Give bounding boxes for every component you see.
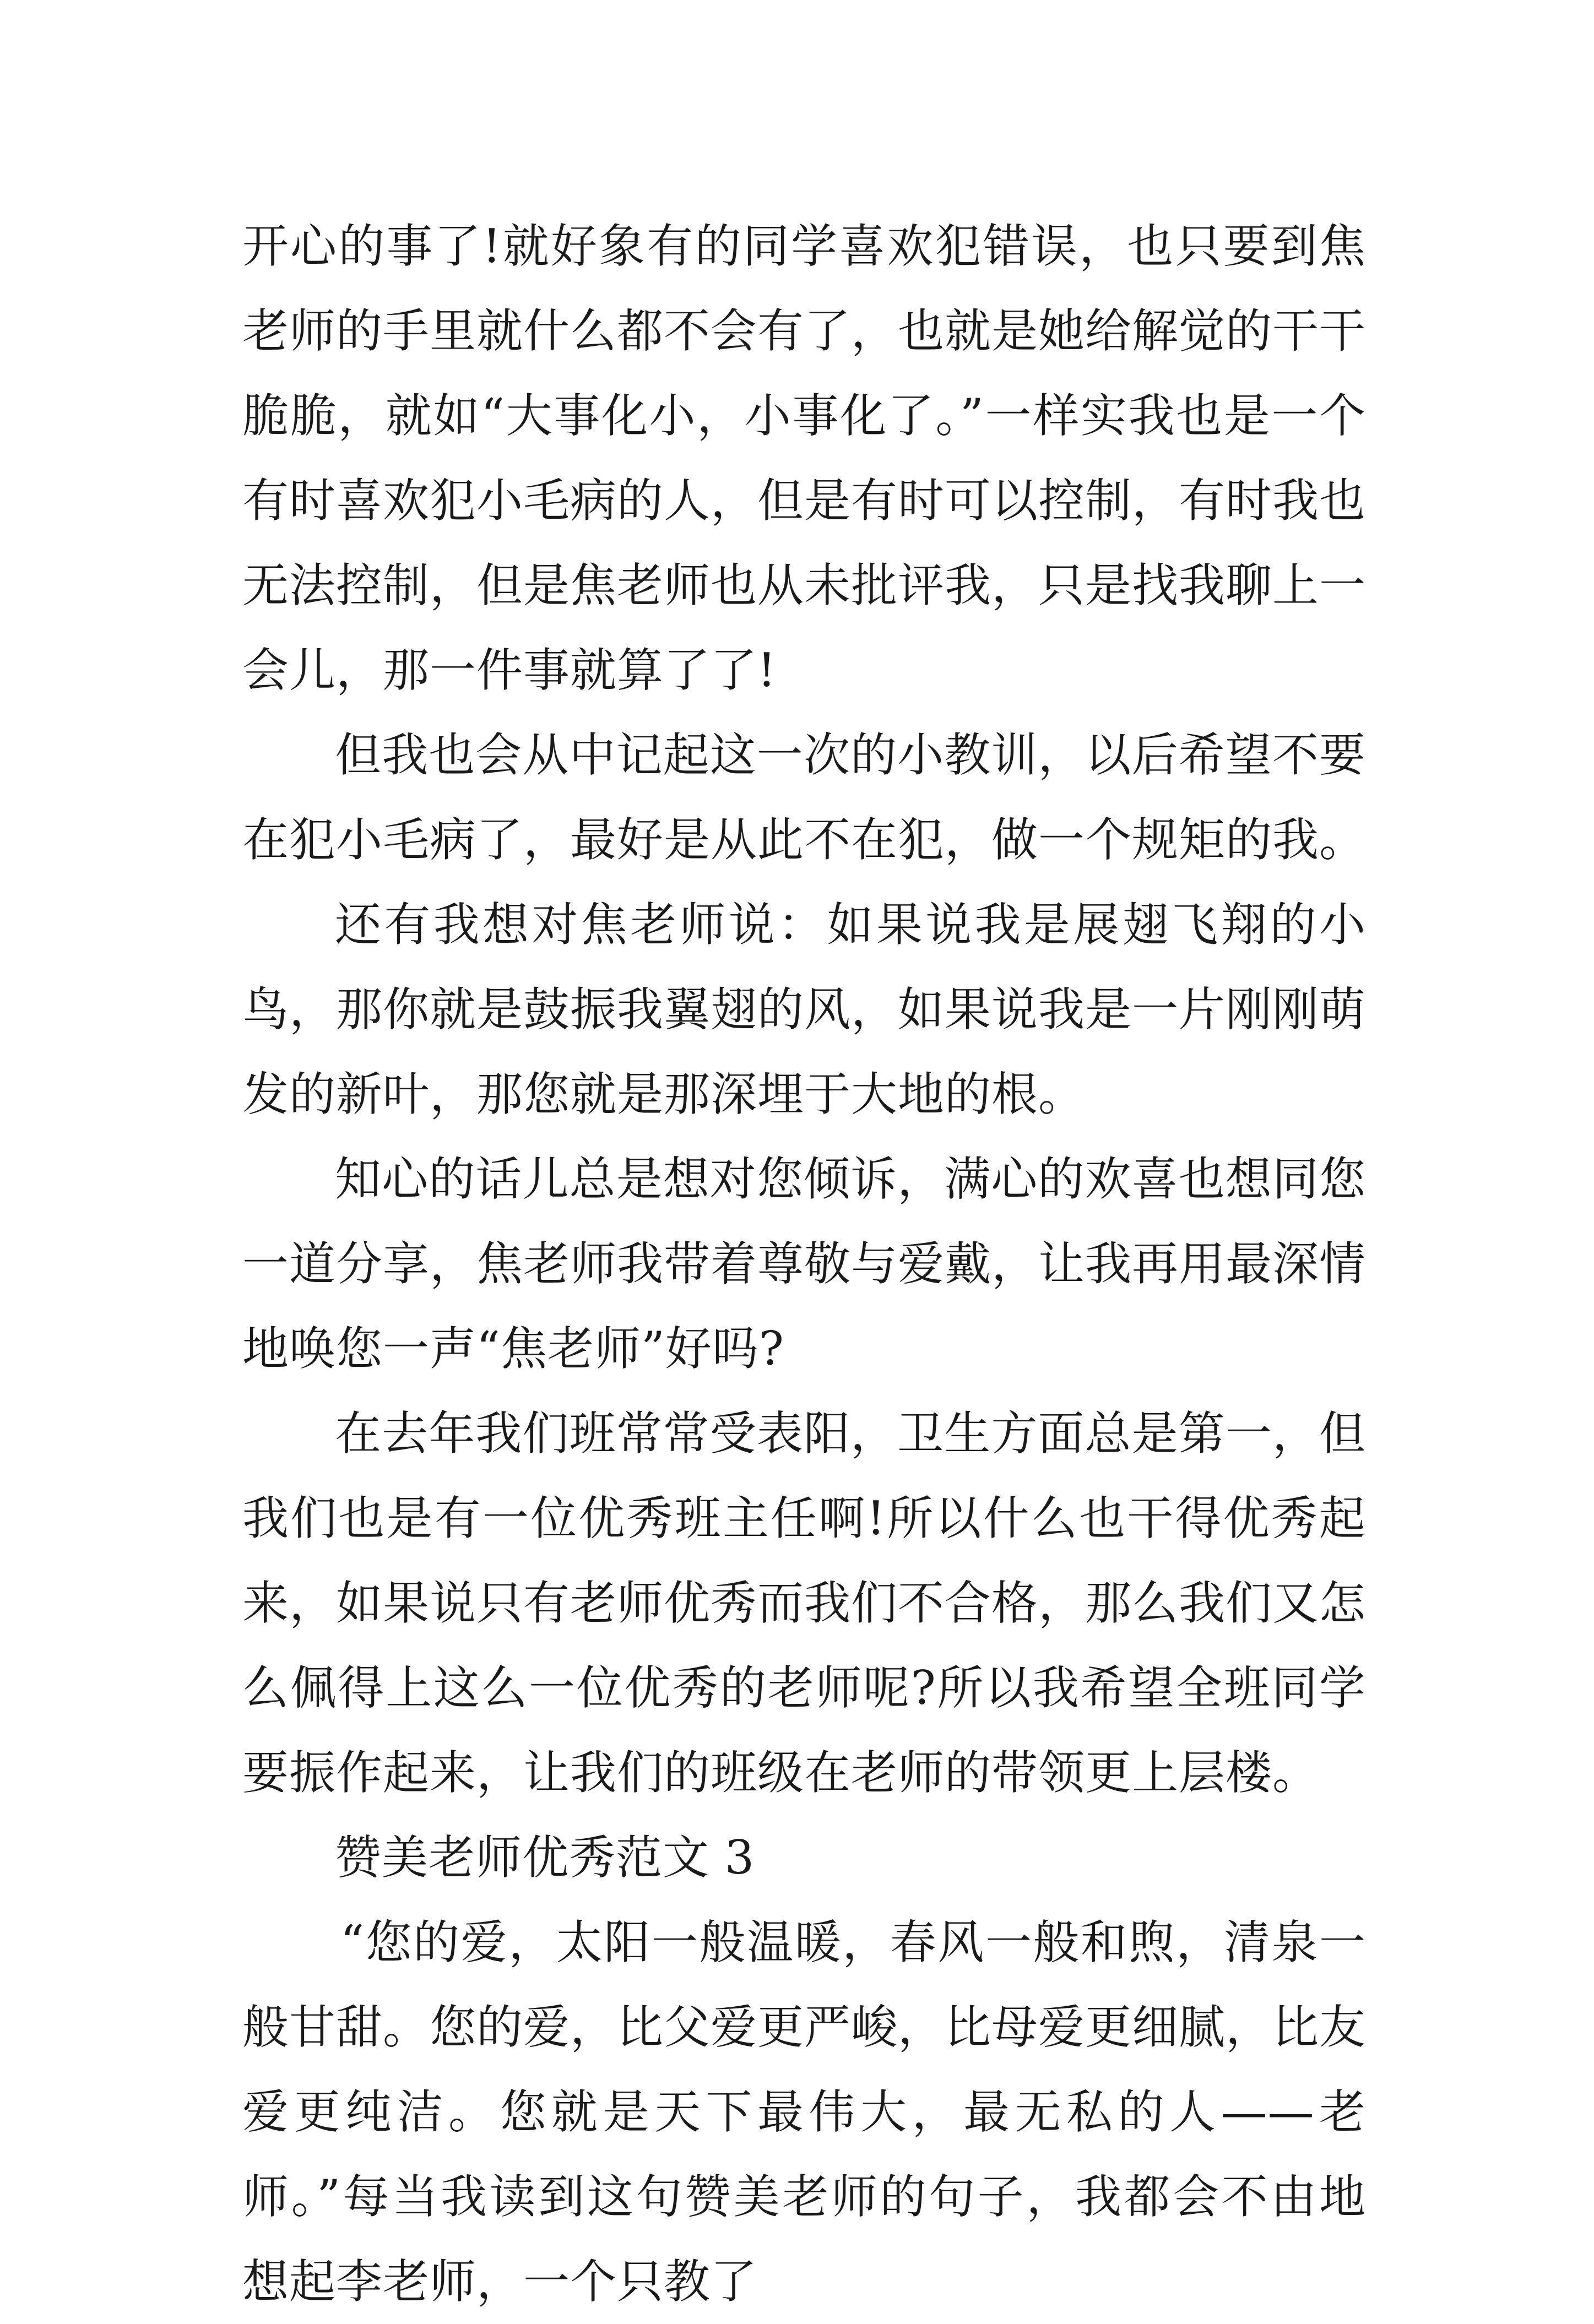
section-heading: 赞美老师优秀范文 3 (335, 1831, 755, 1885)
paragraph-5: 在去年我们班常常受表阳，卫生方面总是第一，但我们也是有一位优秀班主任啊!所以什么也干得优秀起来，如果说只有老师优秀而我们不合格，那么我们又怎么佩得上这么一位优秀的老师呢?所以我希望全班同学要振作起来，让我们的班级在老师的带领更上层楼。 (242, 1407, 1367, 1800)
paragraph-1: 开心的事了!就好象有的同学喜欢犯错误，也只要到焦老师的手里就什么都不会有了，也就是她给解觉的干干脆脆，就如“大事化小，小事化了。”一样实我也是一个有时喜欢犯小毛病的人，但是有时可以控制，有时我也无法控制，但是焦老师也从未批评我，只是找我聊上一会儿，那一件事就算了了! (242, 219, 1367, 697)
paragraph-3: 还有我想对焦老师说：如果说我是展翅飞翔的小鸟，那你就是鼓振我翼翅的风，如果说我是一片刚刚萌发的新叶，那您就是那深埋于大地的根。 (242, 898, 1367, 1121)
paragraph-6: “您的爱，太阳一般温暖，春风一般和煦，清泉一般甘甜。您的爱，比父爱更严峻，比母爱更细腻，比友爱更纯洁。您就是天下最伟大，最无私的人——老师。”每当我读到这句赞美老师的句子，我都会不由地想起李老师，一个只教了 (242, 1915, 1367, 2309)
paragraph-4: 知心的话儿总是想对您倾诉，满心的欢喜也想同您一道分享，焦老师我带着尊敬与爱戴，让我再用最深情地唤您一声“焦老师”好吗? (242, 1152, 1367, 1376)
paragraph-2: 但我也会从中记起这一次的小教训，以后希望不要在犯小毛病了，最好是从此不在犯，做一个规矩的我。 (242, 728, 1367, 867)
document-body (242, 204, 1366, 2324)
